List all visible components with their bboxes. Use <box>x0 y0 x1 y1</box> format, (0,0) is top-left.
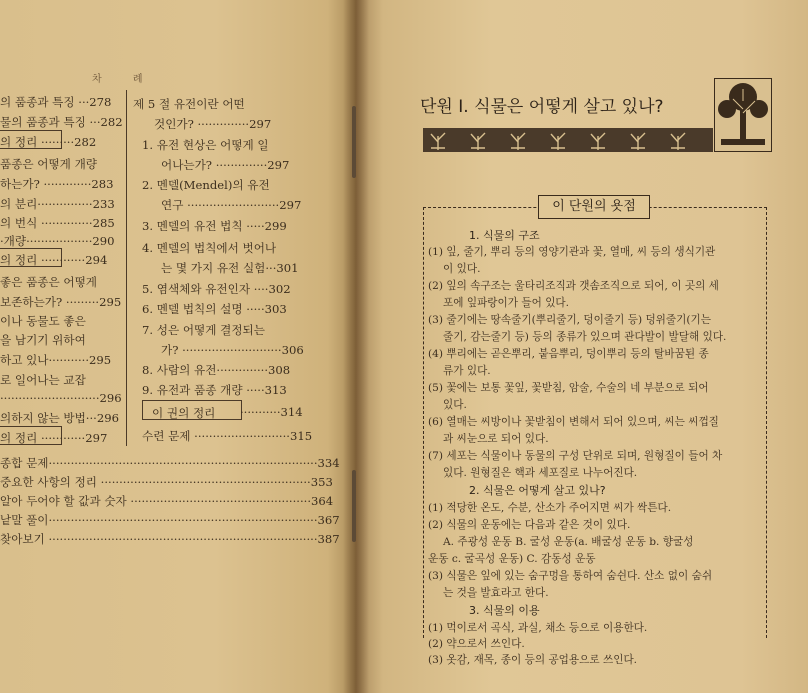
text-line: 는 것을 발효라고 한다. <box>443 587 549 599</box>
text-line: (3) 옷감, 재목, 종이 등의 공업용으로 쓰인다. <box>428 654 638 666</box>
toc-line: 어나는가? ··············297 <box>161 158 290 172</box>
toc-line: 의 분리···············233 <box>0 197 115 211</box>
text-line: 과 씨눈으로 되어 있다. <box>443 433 549 445</box>
toc-line: 의 정리 ············294 <box>0 253 108 267</box>
toc-line: 물의 품종과 특징 ···282 <box>0 115 123 129</box>
toc-line: 가? ···························306 <box>161 343 304 357</box>
text-line: 포에 잎파랑이가 들어 있다. <box>443 297 570 309</box>
toc-line: 종합 문제·········································································334 <box>0 456 340 470</box>
toc-line: 는 몇 가지 유전 실험···301 <box>161 261 299 275</box>
toc-line: 낱말 풀이·········································································367 <box>0 513 340 527</box>
text-line: (7) 세포는 식물이나 동물의 구성 단위로 되며, 원형질이 들어 차 <box>428 450 723 462</box>
toc-line: 5. 염색체와 유전인자 ····302 <box>142 282 291 296</box>
text-line: (6) 열매는 씨방이나 꽃받침이 변해서 되어 있으며, 씨는 씨껍질 <box>428 416 719 428</box>
text-line: (2) 약으로서 쓰인다. <box>428 638 525 650</box>
toc-line: 의 정리 ·········282 <box>0 135 97 149</box>
text-line: 류가 있다. <box>443 365 491 377</box>
tree-illustration <box>714 78 772 152</box>
toc-line: 의 번식 ··············285 <box>0 216 115 230</box>
text-line: (1) 잎, 줄기, 뿌리 등의 영양기관과 꽃, 열매, 씨 등의 생식기관 <box>428 246 716 258</box>
unit-title: 단원 I. 식물은 어떻게 살고 있나? <box>420 97 664 117</box>
section-heading: 2. 식물은 어떻게 살고 있나? <box>469 484 606 497</box>
text-line: A. 주광성 운동 B. 굴성 운동(a. 배굴성 운동 b. 향굴성 <box>443 536 694 548</box>
toc-line: 수련 문제 ··························315 <box>142 429 313 443</box>
toc-line: 6. 멘델 법칙의 설명 ·····303 <box>142 302 287 316</box>
toc-line: 의 품종과 특징 ···278 <box>0 95 112 109</box>
toc-line: ···························296 <box>0 391 122 405</box>
toc-line: 의 정리 ············297 <box>0 431 108 445</box>
text-line: (1) 적당한 온도, 수분, 산소가 주어지면 씨가 싹튼다. <box>428 502 672 514</box>
toc-line: 9. 유전과 품종 개량 ·····313 <box>142 383 287 397</box>
toc-line: 1. 유전 현상은 어떻게 일 <box>142 138 269 152</box>
text-line: 줄기, 감는줄기 등) 등의 종류가 있으며 관다발이 발달해 있다. <box>443 331 727 343</box>
toc-line: 것인가? ··············297 <box>154 117 272 131</box>
toc-line: 로 일어나는 교잡 <box>0 373 86 387</box>
text-line: (1) 먹이로서 곡식, 과실, 채소 등으로 이용한다. <box>428 622 648 634</box>
toc-line: 4. 멘델의 법칙에서 벗어나 <box>142 241 277 255</box>
binding-staple <box>352 470 356 542</box>
toc-line: 의하지 않는 방법···296 <box>0 411 119 425</box>
toc-line: 알아 두어야 할 값과 숫자 ·················································364 <box>0 494 334 508</box>
tree-icon <box>715 79 771 151</box>
toc-line: ···········314 <box>240 405 303 419</box>
binding-staple <box>352 106 356 178</box>
toc-header: 차 례 <box>92 74 157 85</box>
key-points-title: 이 단원의 욧점 <box>538 195 650 219</box>
toc-line: 보존하는가? ·········295 <box>0 295 122 309</box>
toc-line: 8. 사람의 유전··············308 <box>142 363 291 377</box>
section-heading: 1. 식물의 구조 <box>469 229 540 242</box>
toc-line: 좋은 품종은 어떻게 <box>0 275 97 289</box>
toc-line: 하는가? ·············283 <box>0 177 114 191</box>
text-line: (2) 식물의 운동에는 다음과 같은 것이 있다. <box>428 519 631 531</box>
toc-line: 연구 ·························297 <box>161 198 302 212</box>
book-gutter <box>343 0 369 693</box>
toc-line: 제 5 절 유전이란 어떤 <box>133 97 245 111</box>
toc-line: 을 남기기 위하여 <box>0 333 86 347</box>
toc-line: 7. 성은 어떻게 결정되는 <box>142 323 265 337</box>
toc-line: 이 권의 정리 <box>152 406 216 420</box>
text-line: 이 있다. <box>443 263 481 275</box>
left-page <box>0 0 356 693</box>
text-line: (5) 꽃에는 보통 꽃잎, 꽃받침, 암술, 수술의 네 부분으로 되어 <box>428 382 709 394</box>
text-line: 운동 c. 굴곡성 운동) C. 감동성 운동 <box>428 553 596 565</box>
toc-line: 중요한 사항의 정리 ·························································353 <box>0 475 333 489</box>
text-line: (4) 뿌리에는 곧은뿌리, 붙음뿌리, 덩이뿌리 등의 탈바꿈된 종 <box>428 348 709 360</box>
text-line: (3) 식물은 잎에 있는 숨구멍을 통하여 숨쉰다. 산소 없이 숨쉬 <box>428 570 713 582</box>
toc-line: 3. 멘델의 유전 법칙 ·····299 <box>142 219 287 233</box>
decorative-plant-banner <box>423 128 713 152</box>
plant-pattern-icon <box>423 128 713 152</box>
text-line: (2) 잎의 속구조는 울타리조직과 갯솜조직으로 되어, 이 곳의 세 <box>428 280 719 292</box>
toc-line: 품종은 어떻게 개량 <box>0 157 97 171</box>
column-divider <box>126 90 127 446</box>
toc-line: 찾아보기 ·········································································387 <box>0 532 340 546</box>
section-heading: 3. 식물의 이용 <box>469 604 540 617</box>
text-line: 있다. 원형질은 핵과 세포질로 나누어진다. <box>443 467 638 479</box>
text-line: (3) 줄기에는 땅속줄기(뿌리줄기, 덩이줄기 등) 덩위줄기(기는 <box>428 314 711 326</box>
toc-line: 하고 있나···········295 <box>0 353 112 367</box>
toc-line: ·개량··················290 <box>0 234 115 248</box>
text-line: 있다. <box>443 399 467 411</box>
toc-line: 2. 멘델(Mendel)의 유전 <box>142 178 270 192</box>
toc-line: 이나 동물도 좋은 <box>0 314 86 328</box>
